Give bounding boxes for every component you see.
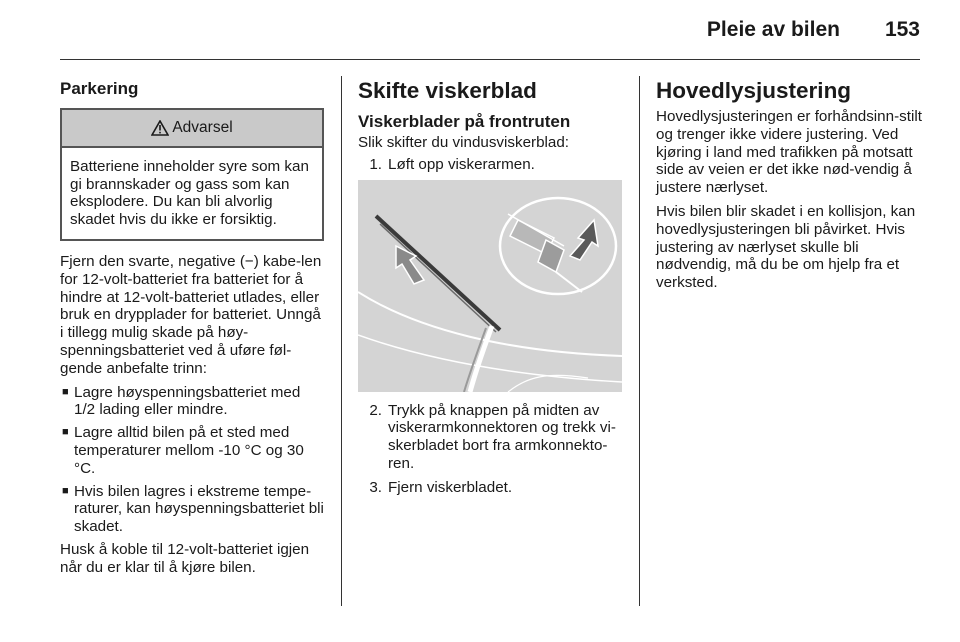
warning-text: Batteriene inneholder syre som kan gi brannskader og gass som kan eksplodere. Du kan bli alvorlig skadet hvis du ikke er forsiktig. <box>70 157 309 229</box>
step-item <box>358 402 624 473</box>
wiper-arm-illustration <box>358 180 622 392</box>
step-text: Løft opp viskerarmen. <box>388 155 535 173</box>
step-text: Fjern viskerbladet. <box>388 478 513 496</box>
warning-box <box>60 108 324 241</box>
column-parking <box>60 76 324 583</box>
wiper-illustration <box>358 180 622 392</box>
page-header-title: Pleie av bilen <box>706 18 840 41</box>
warning-triangle-icon <box>151 120 169 136</box>
column-wiper-blade <box>358 76 624 503</box>
column-headlight-aiming <box>656 76 922 298</box>
paragraph: Hovedlysjusteringen er forhåndsinn-stilt og trenger ikke videre justering. Ved kjøring i land med trafikken på motsatt side av veien er det ikke nød-vendig å justere nærlyset. <box>656 108 922 197</box>
bullet-square-icon: ■ <box>62 385 69 398</box>
column-separator-2 <box>639 76 640 606</box>
intro-text: Slik skifter du vindusviskerblad: <box>358 134 570 151</box>
list-item-text: Lagre høyspenningsbatteriet med 1/2 lading eller mindre. <box>74 383 301 419</box>
bullet-square-icon: ■ <box>62 484 69 497</box>
page-number: 153 <box>884 18 920 41</box>
warning-header <box>62 110 322 148</box>
warning-title: Advarsel <box>172 118 233 136</box>
list-item <box>60 483 324 536</box>
section-heading-headlight: Hovedlysjustering <box>656 78 852 103</box>
step-number: 1. <box>369 155 382 173</box>
step-item <box>358 156 624 174</box>
step-text: Trykk på knappen på midten av viskerarmkonnektoren og trekk vi-skerbladet bort fra armkonnekto-ren. <box>388 401 616 472</box>
list-item-text: Hvis bilen lagres i ekstreme tempe-raturer, kan høyspenningsbatteriet bli skadet. <box>74 482 324 536</box>
step-number: 2. <box>369 401 382 419</box>
paragraph: Fjern den svarte, negative (−) kabe-len for 12-volt-batteriet fra batteriet for å hindre at 12-volt-batteriet utlades, eller bruk en drypplader for batteriet. Unngå i tillegg mulig skade på høy-spenningsbatteriet ved å uføre føl-gende anbefalte trinn: <box>60 252 322 377</box>
header-rule <box>60 59 920 60</box>
section-heading-parking: Parkering <box>60 79 139 98</box>
column-separator-1 <box>341 76 342 606</box>
list-item-text: Lagre alltid bilen på et sted med temperaturer mellom -10 °C og 30 °C. <box>74 424 304 477</box>
bullet-square-icon: ■ <box>62 426 69 439</box>
list-item <box>60 384 324 420</box>
section-heading-wiper: Skifte viskerblad <box>358 78 537 103</box>
step-item <box>358 479 624 497</box>
list-item <box>60 424 324 477</box>
subheading-windshield-wipers: Viskerblader på frontruten <box>358 112 571 131</box>
step-number: 3. <box>369 478 382 496</box>
paragraph: Hvis bilen blir skadet i en kollisjon, kan hovedlysjusteringen bli påvirket. Hvis justering av nærlyset skulle bli nødvendig, må du be om hjelp fra et verksted. <box>656 202 916 292</box>
paragraph: Husk å koble til 12-volt-batteriet igjen når du er klar til å kjøre bilen. <box>60 540 310 576</box>
